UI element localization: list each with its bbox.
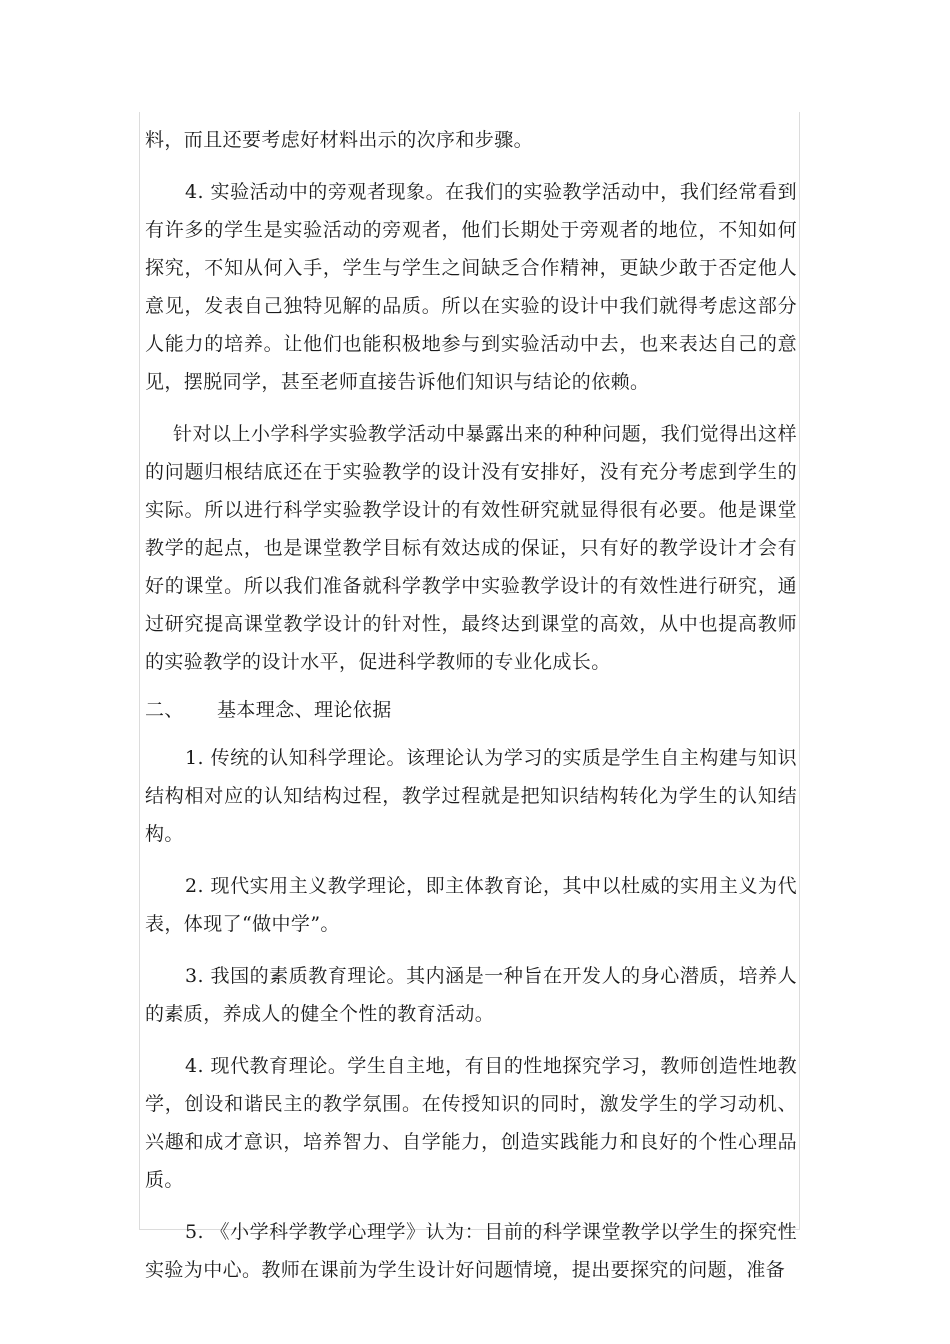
theory-item-4: 4. 现代教育理论。学生自主地，有目的性地探究学习，教师创造性地教学，创设和谐民主的教学氛围。在传授知识的同时，激发学生的学习动机、兴趣和成才意识，培养智力、自学能力，创造实践能力和良好的个性心理品质。 [145, 1055, 797, 1191]
paragraph-problem-summary: 针对以上小学科学实验教学活动中暴露出来的种种问题，我们觉得出这样的问题归根结底还在于实验教学的设计没有安排好，没有充分考虑到学生的实际。所以进行科学实验教学设计的有效性研究就显得很有必要。他是课堂教学的起点，也是课堂教学目标有效达成的保证，只有好的教学设计才会有好的课堂。所以我们准备就科学教学中实验教学设计的有效性进行研究，通过研究提高课堂教学设计的针对性，最终达到课堂的高效，从中也提高教师的实验教学的设计水平，促进科学教师的专业化成长。 [145, 423, 797, 673]
paragraph-bystander-phenomenon: 4. 实验活动中的旁观者现象。在我们的实验教学活动中，我们经常看到有许多的学生是实验活动的旁观者，他们长期处于旁观者的地位，不知如何探究，不知从何入手，学生与学生之间缺乏合作精神，更缺少敢于否定他人意见，发表自己独特见解的品质。所以在实验的设计中我们就得考虑这部分人能力的培养。让他们也能积极地参与到实验活动中去，也来表达自己的意见，摆脱同学，甚至老师直接告诉他们知识与结论的依赖。 [145, 181, 797, 393]
theory-item-5: 5. 《小学科学教学心理学》认为：目前的科学课堂教学以学生的探究性实验为中心。教师在课前为学生设计好问题情境，提出要探究的问题，准备 [145, 1221, 797, 1281]
section-heading [145, 691, 797, 729]
section-title: 基本理念、理论依据 [217, 699, 392, 721]
theory-item-1: 1. 传统的认知科学理论。该理论认为学习的实质是学生自主构建与知识结构相对应的认知结构过程，教学过程就是把知识结构转化为学生的认知结构。 [145, 747, 797, 845]
theory-item-3: 3. 我国的素质教育理论。其内涵是一种旨在开发人的身心潜质，培养人的素质，养成人的健全个性的教育活动。 [145, 965, 797, 1025]
paragraph-continuation: 料，而且还要考虑好材料出示的次序和步骤。 [145, 129, 534, 151]
document-body [145, 121, 797, 1289]
theory-item-2: 2. 现代实用主义教学理论，即主体教育论，其中以杜威的实用主义为代表，体现了“做中学”。 [145, 875, 797, 935]
section-number: 二、 [145, 699, 184, 721]
